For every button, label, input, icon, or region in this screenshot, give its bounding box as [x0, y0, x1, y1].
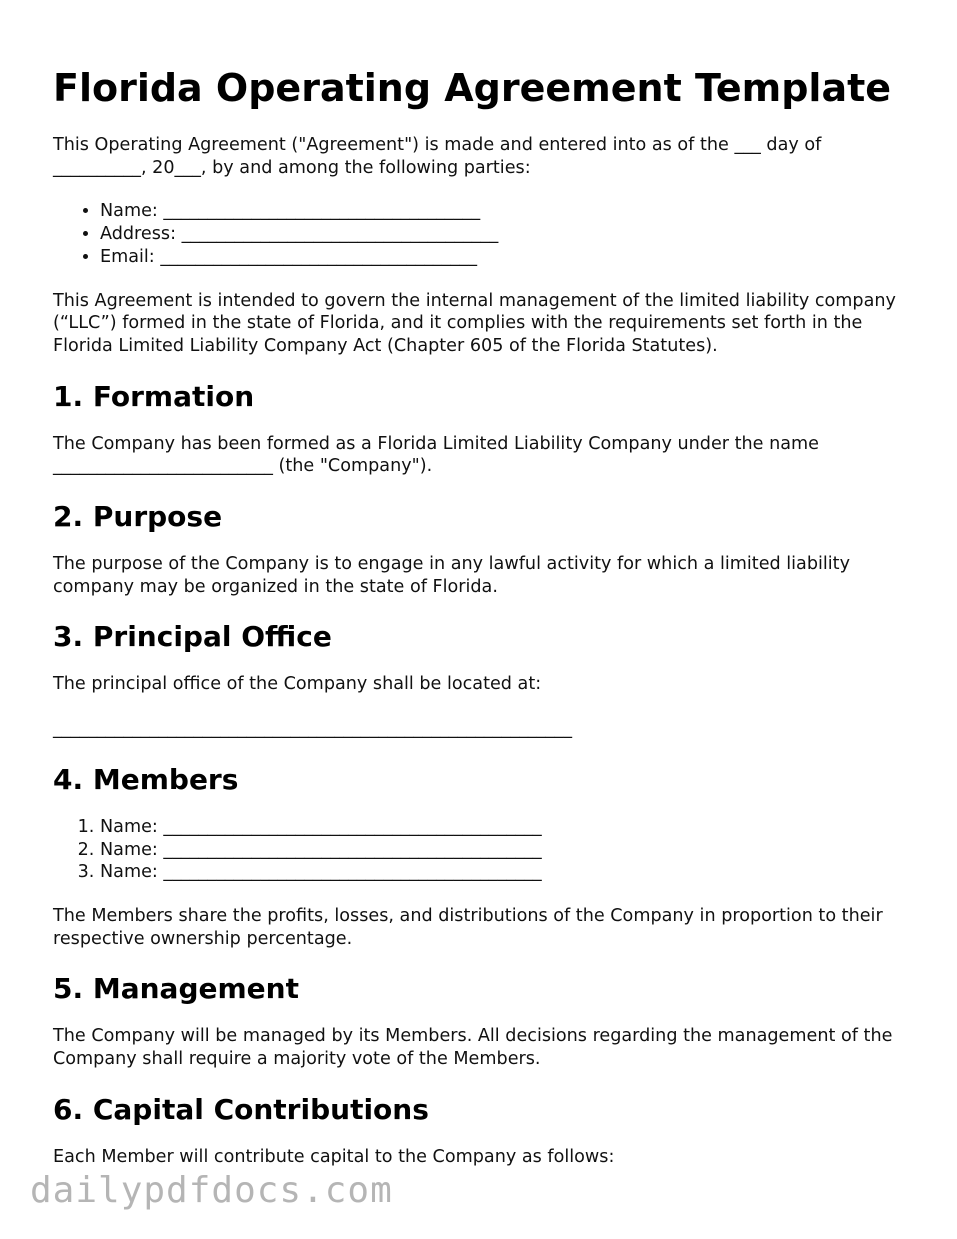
principal-office-paragraph: The principal office of the Company shall be located at: [53, 674, 542, 695]
section-heading-purpose: 2. Purpose [53, 500, 223, 534]
intro-paragraph: This Operating Agreement ("Agreement") is made and entered into as of the ___ day of __________, 20___, by and among the following parties: [53, 135, 822, 178]
party-email-field: • Email: ____________________________________ [100, 246, 903, 269]
governance-paragraph: This Agreement is intended to govern the internal management of the limited liability company (“LLC”) formed in the state of Florida, and it complies with the requirements set forth in the Florida Limited Liability Company Act (Chapter 605 of the Florida Statutes). [53, 290, 896, 356]
members-list [53, 816, 903, 884]
purpose-paragraph: The purpose of the Company is to engage in any lawful activity for which a limited liability company may be organized in the state of Florida. [53, 554, 850, 597]
section-heading-formation: 1. Formation [53, 379, 255, 413]
capital-paragraph: Each Member will contribute capital to the Company as follows: [53, 1146, 615, 1167]
party-address-field: • Address: ____________________________________ [100, 223, 903, 246]
formation-paragraph: The Company has been formed as a Florida Limited Liability Company under the name _________________________ (the "Company"). [53, 433, 819, 477]
member-name-field: 1. Name: ___________________________________________ [100, 816, 903, 839]
principal-office-blank: ___________________________________________________________ [53, 719, 573, 740]
party-name-field: • Name: ____________________________________ [100, 200, 903, 223]
watermark-text: dailypdfdocs.com [30, 1170, 393, 1211]
parties-list [53, 200, 903, 268]
section-heading-members: 4. Members [53, 762, 239, 796]
section-heading-principal-office: 3. Principal Office [53, 620, 332, 654]
member-name-field: 3. Name: ___________________________________________ [100, 861, 903, 884]
document-page [53, 62, 903, 1189]
document-title: Florida Operating Agreement Template [53, 66, 892, 110]
section-heading-management: 5. Management [53, 972, 299, 1006]
members-paragraph: The Members share the profits, losses, and distributions of the Company in proportion to their respective ownership percentage. [53, 905, 883, 949]
member-name-field: 2. Name: ___________________________________________ [100, 839, 903, 862]
section-heading-capital: 6. Capital Contributions [53, 1092, 429, 1126]
management-paragraph: The Company will be managed by its Members. All decisions regarding the management of the Company shall require a majority vote of the Members. [53, 1026, 893, 1070]
